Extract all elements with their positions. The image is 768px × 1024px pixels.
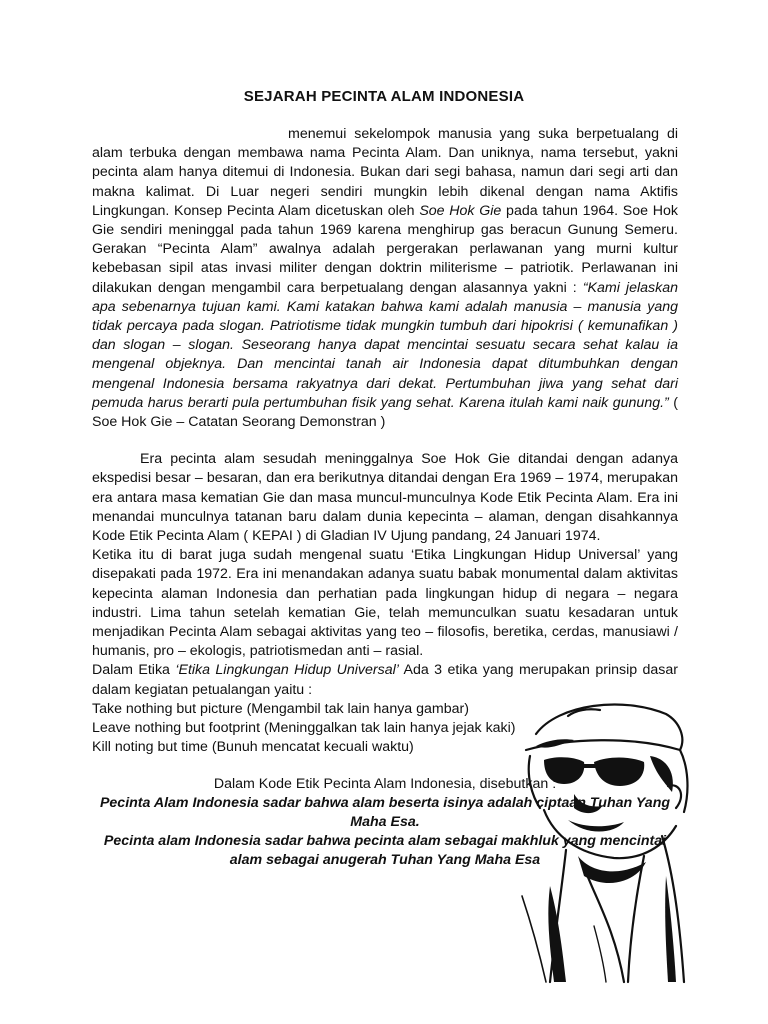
ethic-item-2: Leave nothing but footprint (Meninggalkan tak lain hanya jejak kaki) bbox=[92, 720, 516, 737]
person-name: Soe Hok Gie bbox=[419, 202, 502, 219]
page-title: SEJARAH PECINTA ALAM INDONESIA bbox=[243, 88, 525, 105]
paragraph-intro-text: menemui sekelompok manusia yang suka berpetualang di alam terbuka dengan membawa nama Pecinta Alam. Dan uniknya, nama tersebut, yakni pecinta alam hanya ditemui di Indonesia. Bukan dari segi bahasa, namun dari segi arti dan makna kalimat. Di Luar negeri sendiri mungkin lebih dikenal dengan nama Aktifis Lingkungan. Konsep Pecinta Alam dicetuskan oleh bbox=[92, 126, 678, 219]
kode-etik-item-1: Pecinta Alam Indonesia sadar bahwa alam beserta isinya adalah ciptaan Tuhan Yang Maha Esa. bbox=[99, 794, 671, 830]
kode-etik-item-2: Pecinta alam Indonesia sadar bahwa pecinta alam sebagai makhluk yang mencintai alam sebagai anugerah Tuhan Yang Maha Esa bbox=[103, 833, 667, 869]
quote-source: ( Soe Hok Gie – Catatan Seorang Demonstran ) bbox=[92, 394, 678, 431]
paragraph-intro bbox=[92, 125, 678, 432]
ethic-item-1: Take nothing but picture (Mengambil tak lain hanya gambar) bbox=[92, 700, 469, 717]
paragraph-etika-barat: Ketika itu di barat juga sudah mengenal suatu ‘Etika Lingkungan Hidup Universal’ yang disepakati pada 1972. Era ini menandakan adanya suatu babak monumental dalam aktivitas kepecinta alaman Indonesia dan perhatian pada lingkungan hidup di negara – negara industri. Lima tahun setelah kematian Gie, telah memunculkan suatu kesadaran untuk menjadikan Pecinta Alam sebagai aktivitas yang teo – filosofis, beretika, cerdas, manusiawi / humanis, pro – ekologis, patriotismedan anti – rasial. bbox=[92, 547, 678, 660]
kode-etik-intro: Dalam Kode Etik Pecinta Alam Indonesia, disebutkan : bbox=[213, 775, 557, 792]
paragraph-intro-text-2: pada tahun 1964. Soe Hok Gie sendiri meninggal pada tahun 1969 karena menghirup gas beracun Gunung Semeru. Gerakan “Pecinta Alam” awalnya adalah pergerakan perlawanan yang murni kultur kebebasan sipil atas invasi militer dengan doktrin militerisme – patriotik. Perlawanan ini dilakukan dengan mengambil cara berpetualang dengan alasannya yakni : bbox=[92, 202, 679, 296]
etika-intro-text: Dalam Etika bbox=[92, 662, 176, 679]
etika-name: ‘Etika Lingkungan Hidup Universal’ bbox=[175, 662, 399, 679]
paragraph-era: Era pecinta alam sesudah meninggalnya Soe Hok Gie ditandai dengan adanya ekspedisi besar – besaran, dan era berikutnya ditandai dengan Era 1969 – 1974, merupakan era antara masa kematian Gie dan masa muncul-munculnya Kode Etik Pecinta Alam. Era ini menandai munculnya tatanan baru dalam dunia kepecinta – alaman, dengan disahkannya Kode Etik Pecinta Alam ( KEPAI ) di Gladian IV Ujung pandang, 24 Januari 1974. bbox=[92, 451, 678, 545]
ethic-item-3: Kill noting but time (Bunuh mencatat kecuali waktu) bbox=[92, 739, 414, 756]
paragraph-etika-intro bbox=[92, 661, 678, 699]
document-body bbox=[92, 125, 678, 871]
gie-quote: “Kami jelaskan apa sebenarnya tujuan kami. Kami katakan bahwa kami adalah manusia – manusia yang tidak percaya pada slogan. Patriotisme tidak mungkin tumbuh dari hipokrisi ( kemunafikan ) dan slogan – slogan. Seseorang hanya dapat mencintai sesuatu secara sehat kalau ia mengenal objeknya. Dan mencintai tanah air Indonesia dapat ditumbuhkan dengan mengenal Indonesia bersama rakyatnya dari dekat. Pertumbuhan jiwa yang sehat dari pemuda harus berarti pula pertumbuhan fisik yang sehat. Karena itulah kami naik gunung.” bbox=[92, 279, 678, 411]
etika-intro-text-2: Ada 3 etika yang merupakan prinsip dasar dalam kegiatan petualangan yaitu : bbox=[92, 662, 678, 698]
